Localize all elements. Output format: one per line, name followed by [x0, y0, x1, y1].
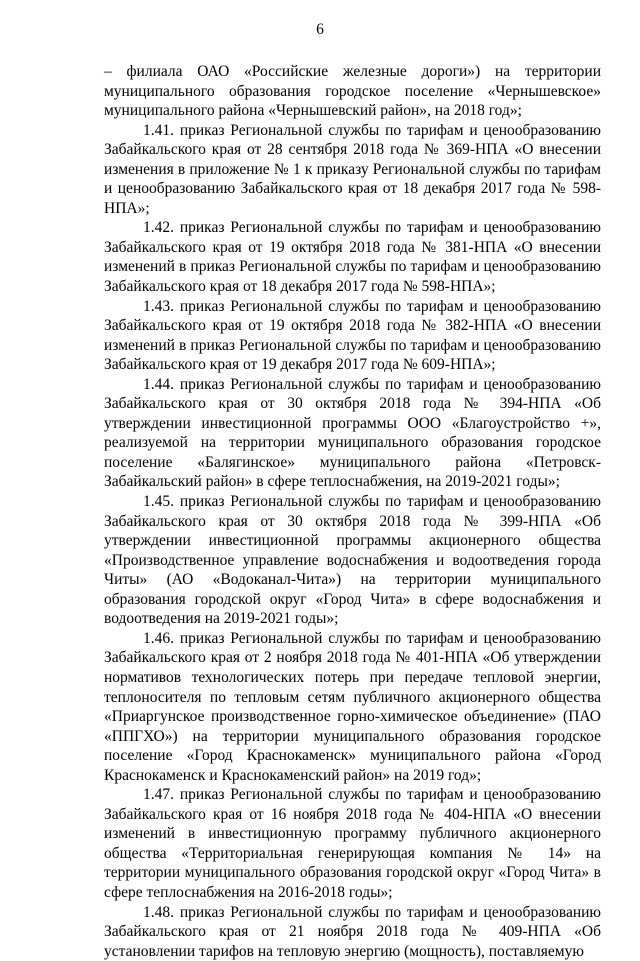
- paragraph-continuation: – филиала ОАО «Российские железные дороги») на территории муниципального образования городское поселение «Чернышевское» муниципального района «Чернышевский район», на 2018 год»;: [104, 63, 601, 120]
- paragraph-1-42: 1.42. приказ Региональной службы по тарифам и ценообразованию Забайкальского края от 19 октября 2018 года № 381-НПА «О внесении изменений в приказ Региональной службы по тарифам и ценообразованию Забайкальского края от 18 декабря 2017 года № 598-НПА»;: [104, 219, 601, 296]
- paragraph-1-46: 1.46. приказ Региональной службы по тарифам и ценообразованию Забайкальского края от 2 ноября 2018 года № 401-НПА «Об утверждении нормативов технологических потерь при передаче тепловой энергии, теплоносителя по тепловым сетям публичного акционерного общества «Приаргунское производственное горно-химическое объединение» (ПАО «ППГХО») на территории муниципального образования городское поселение «Город Краснокаменск» муниципального района «Город Краснокаменск и Краснокаменский район» на 2019 год»;: [104, 629, 601, 784]
- paragraph-1-45: 1.45. приказ Региональной службы по тарифам и ценообразованию Забайкальского края от 30 октября 2018 года № 399-НПА «Об утверждении инвестиционной программы акционерного общества «Производственное управление водоснабжения и водоотведения города Читы» (АО «Водоканал-Чита») на территории муниципального образования городской округ «Город Чита» в сфере водоснабжения и водоотведения на 2019-2021 годы»;: [104, 493, 601, 628]
- page-number: 6: [316, 21, 324, 38]
- document-body: [104, 62, 601, 961]
- paragraph-1-41: 1.41. приказ Региональной службы по тарифам и ценообразованию Забайкальского края от 28 сентября 2018 года № 369-НПА «О внесении изменения в приложение № 1 к приказу Региональной службы по тарифам и ценообразованию Забайкальского края от 18 декабря 2017 года № 598-НПА»;: [104, 121, 601, 217]
- paragraph-1-44: 1.44. приказ Региональной службы по тарифам и ценообразованию Забайкальского края от 30 октября 2018 года № 394-НПА «Об утверждении инвестиционной программы ООО «Благоустройство +», реализуемой на территории муниципального образования городское поселение «Балягинское» муниципального района «Петровск-Забайкальский район» в сфере теплоснабжения, на 2019-2021 годы»;: [104, 375, 601, 491]
- paragraph-1-48: 1.48. приказ Региональной службы по тарифам и ценообразованию Забайкальского края от 21 ноября 2018 года № 409-НПА «Об установлении тарифов на тепловую энергию (мощность), поставляемую: [104, 903, 601, 960]
- paragraph-1-43: 1.43. приказ Региональной службы по тарифам и ценообразованию Забайкальского края от 19 октября 2018 года № 382-НПА «О внесении изменений в приказ Региональной службы по тарифам и ценообразованию Забайкальского края от 19 декабря 2017 года № 609-НПА»;: [104, 297, 601, 374]
- paragraph-1-47: 1.47. приказ Региональной службы по тарифам и ценообразованию Забайкальского края от 16 ноября 2018 года № 404-НПА «О внесении изменений в инвестиционную программу публичного акционерного общества «Территориальная генерирующая компания № 14» на территории муниципального образования городской округ «Город Чита» в сфере теплоснабжения на 2016-2018 годы»;: [104, 786, 601, 901]
